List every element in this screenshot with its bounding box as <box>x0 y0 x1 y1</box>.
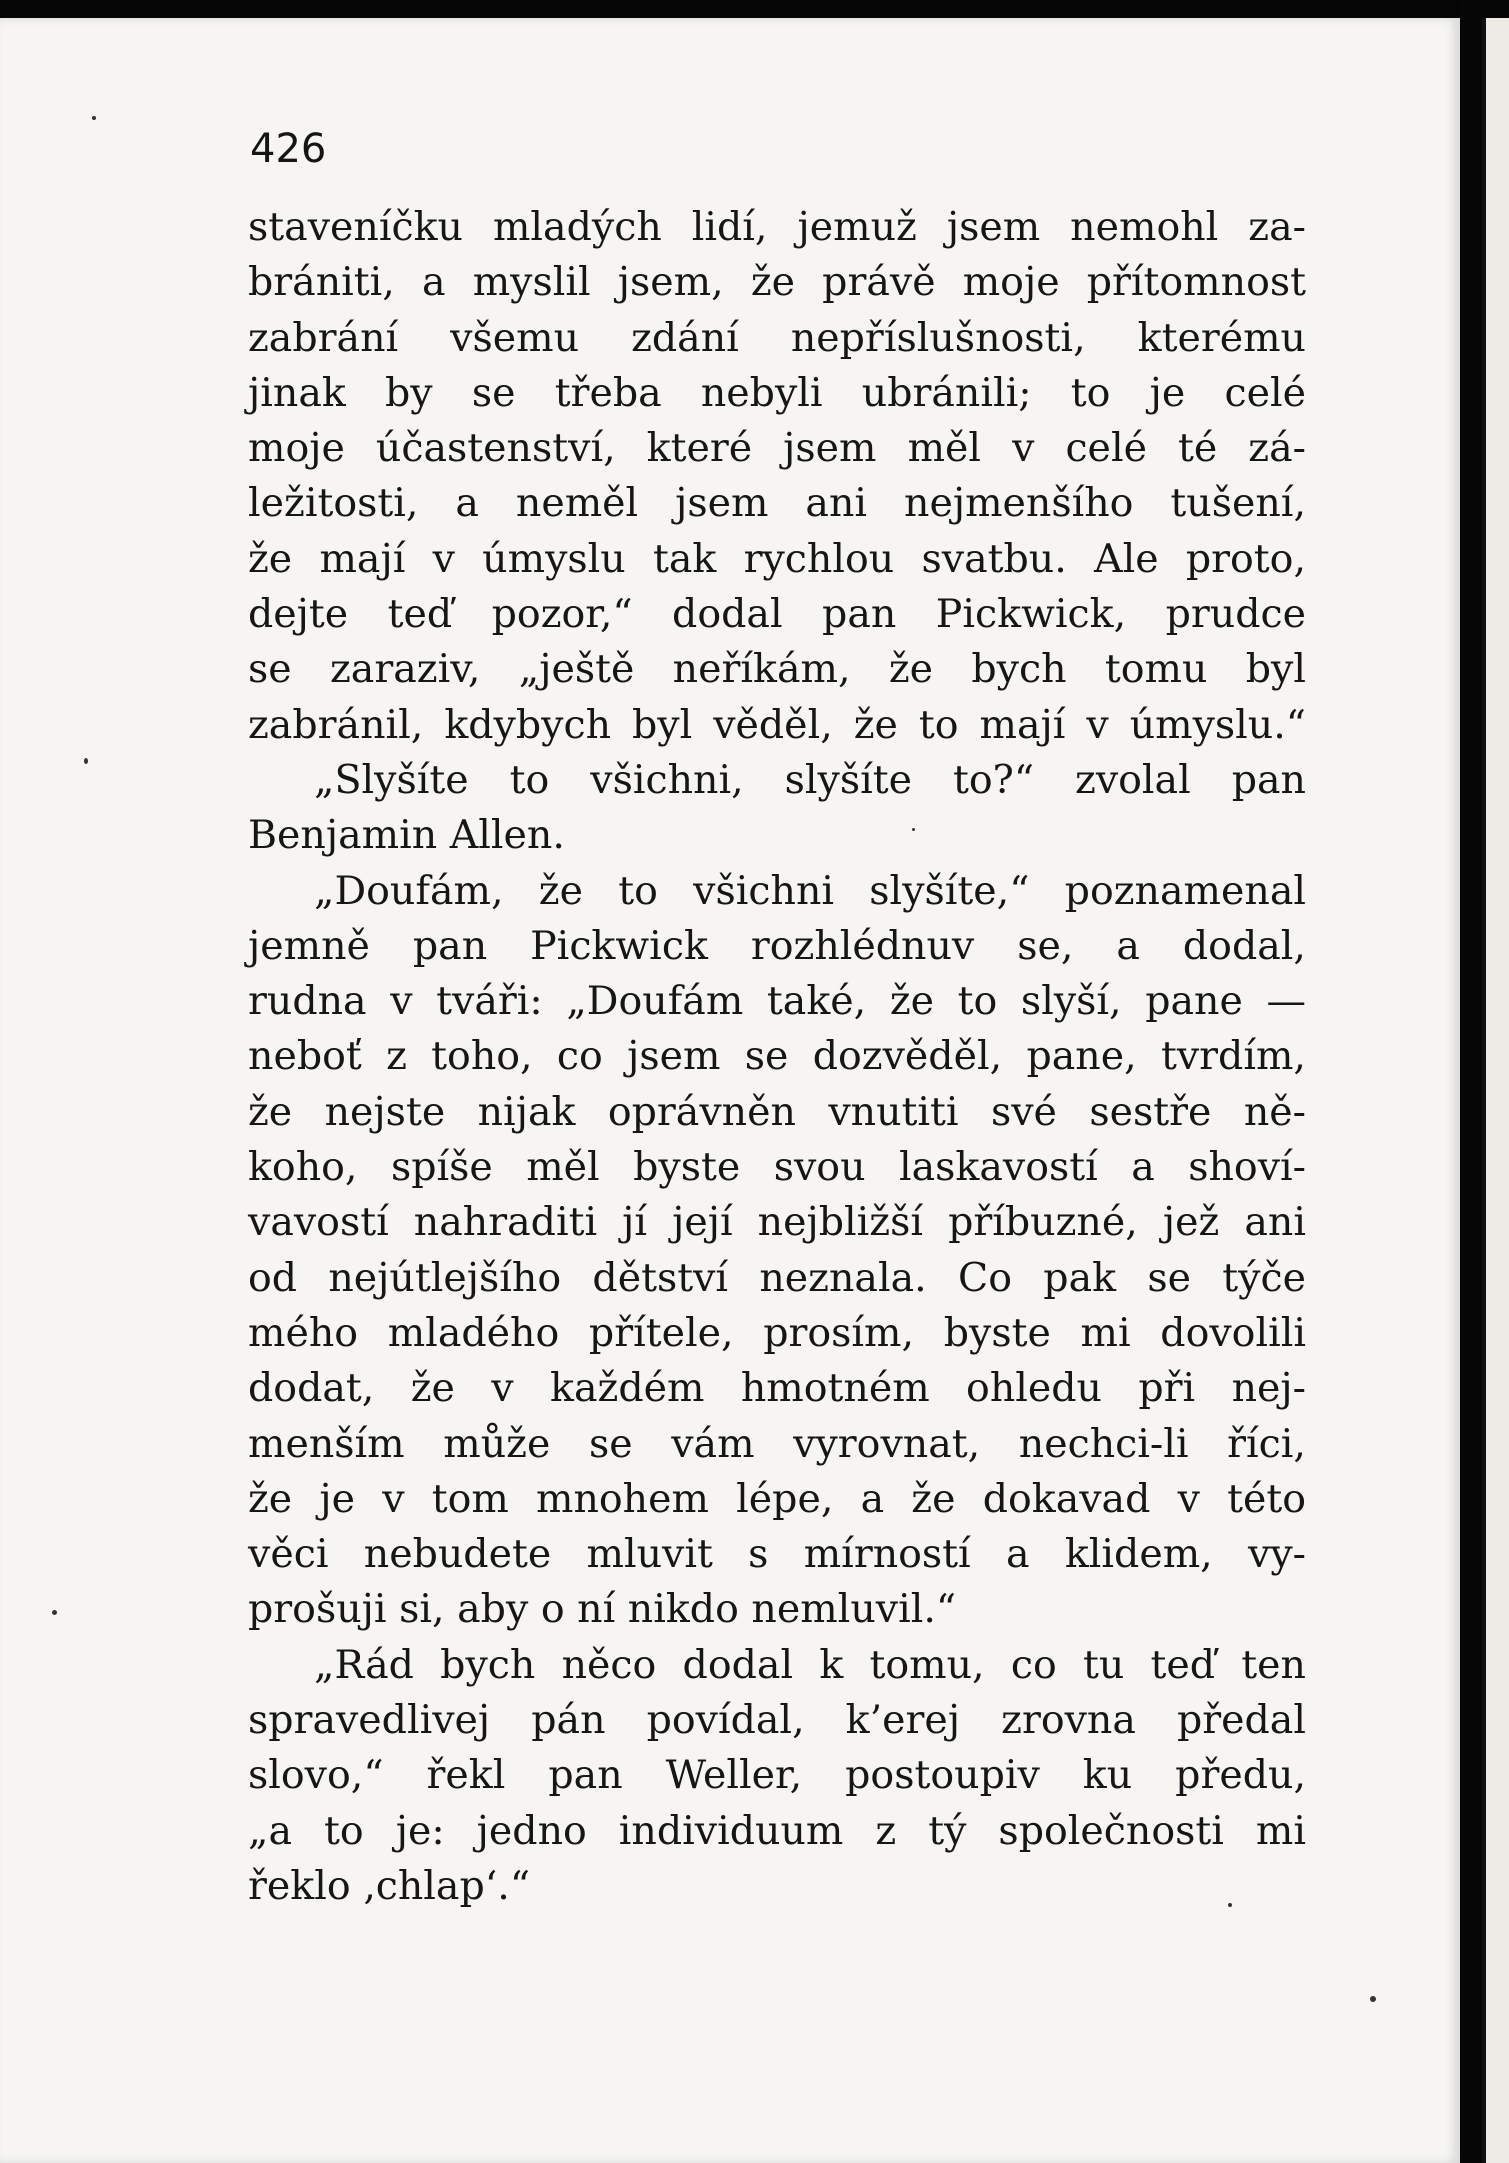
body-text <box>248 200 1306 1914</box>
text-line: zabránil, kdybych byl věděl, že to mají v úmyslu.“ <box>248 701 1306 748</box>
text-line: věci nebudete mluvit s mírností a klidem, vy- <box>248 1531 1306 1578</box>
next-page-edge <box>1482 18 1509 2163</box>
text-line: že mají v úmyslu tak rychlou svatbu. Ale proto, <box>248 535 1306 582</box>
text-line: se zaraziv, „ještě neříkám, že bych tomu byl <box>248 646 1306 693</box>
text-line: slovo,“ řekl pan Weller, postoupiv ku předu, <box>248 1752 1306 1799</box>
text-line: rudna v tváři: „Doufám také, že to slyší, pane — <box>248 978 1306 1025</box>
text-line: brániti, a myslil jsem, že právě moje přítomnost <box>248 259 1306 306</box>
text-line: neboť z toho, co jsem se dozvěděl, pane, tvrdím, <box>248 1033 1306 1080</box>
text-line: moje účastenství, které jsem měl v celé té zá- <box>248 425 1306 472</box>
text-line: „Rád bych něco dodal k tomu, co tu teď ten <box>314 1641 1306 1688</box>
text-line: dejte teď pozor,“ dodal pan Pickwick, prudce <box>248 591 1306 638</box>
text-line: menším může se vám vyrovnat, nechci-li říci, <box>248 1420 1306 1467</box>
page-number: 426 <box>250 126 327 172</box>
text-line: jemně pan Pickwick rozhlédnuv se, a dodal, <box>248 922 1306 969</box>
text-line: od nejútlejšího dětství neznala. Co pak se týče <box>248 1254 1306 1301</box>
text-line: zabrání všemu zdání nepříslušnosti, kterému <box>248 314 1306 361</box>
text-line: Benjamin Allen. <box>248 812 565 859</box>
text-line: koho, spíše měl byste svou laskavostí a shoví- <box>248 1144 1306 1191</box>
text-line: „a to je: jedno individuum z tý společnosti mi <box>248 1807 1306 1854</box>
text-line: ležitosti, a neměl jsem ani nejmenšího tušení, <box>248 480 1306 527</box>
text-line: řeklo ‚chlap‘.“ <box>248 1862 531 1909</box>
text-line: „Doufám, že to všichni slyšíte,“ poznamenal <box>314 867 1306 914</box>
text-line: „Slyšíte to všichni, slyšíte to?“ zvolal pan <box>314 756 1306 803</box>
text-line: mého mladého přítele, prosím, byste mi dovolili <box>248 1309 1306 1356</box>
text-line: staveníčku mladých lidí, jemuž jsem nemohl za- <box>248 204 1306 250</box>
scan-speck <box>52 1610 57 1615</box>
text-line: spravedlivej pán povídal, k’erej zrovna předal <box>248 1697 1306 1744</box>
scan-speck <box>92 116 96 120</box>
text-line: dodat, že v každém hmotném ohledu při nej- <box>248 1365 1306 1412</box>
text-line: jinak by se třeba nebyli ubránili; to je celé <box>248 369 1306 416</box>
text-line: vavostí nahraditi jí její nejbližší příbuzné, jež ani <box>248 1199 1306 1246</box>
text-line: že nejste nijak oprávněn vnutiti své sestře ně- <box>248 1088 1306 1135</box>
text-line: prošuji si, aby o ní nikdo nemluvil.“ <box>248 1586 957 1633</box>
scan-speck <box>1370 1996 1376 2002</box>
text-line: že je v tom mnohem lépe, a že dokavad v této <box>248 1475 1306 1522</box>
scan-speck <box>84 758 88 764</box>
